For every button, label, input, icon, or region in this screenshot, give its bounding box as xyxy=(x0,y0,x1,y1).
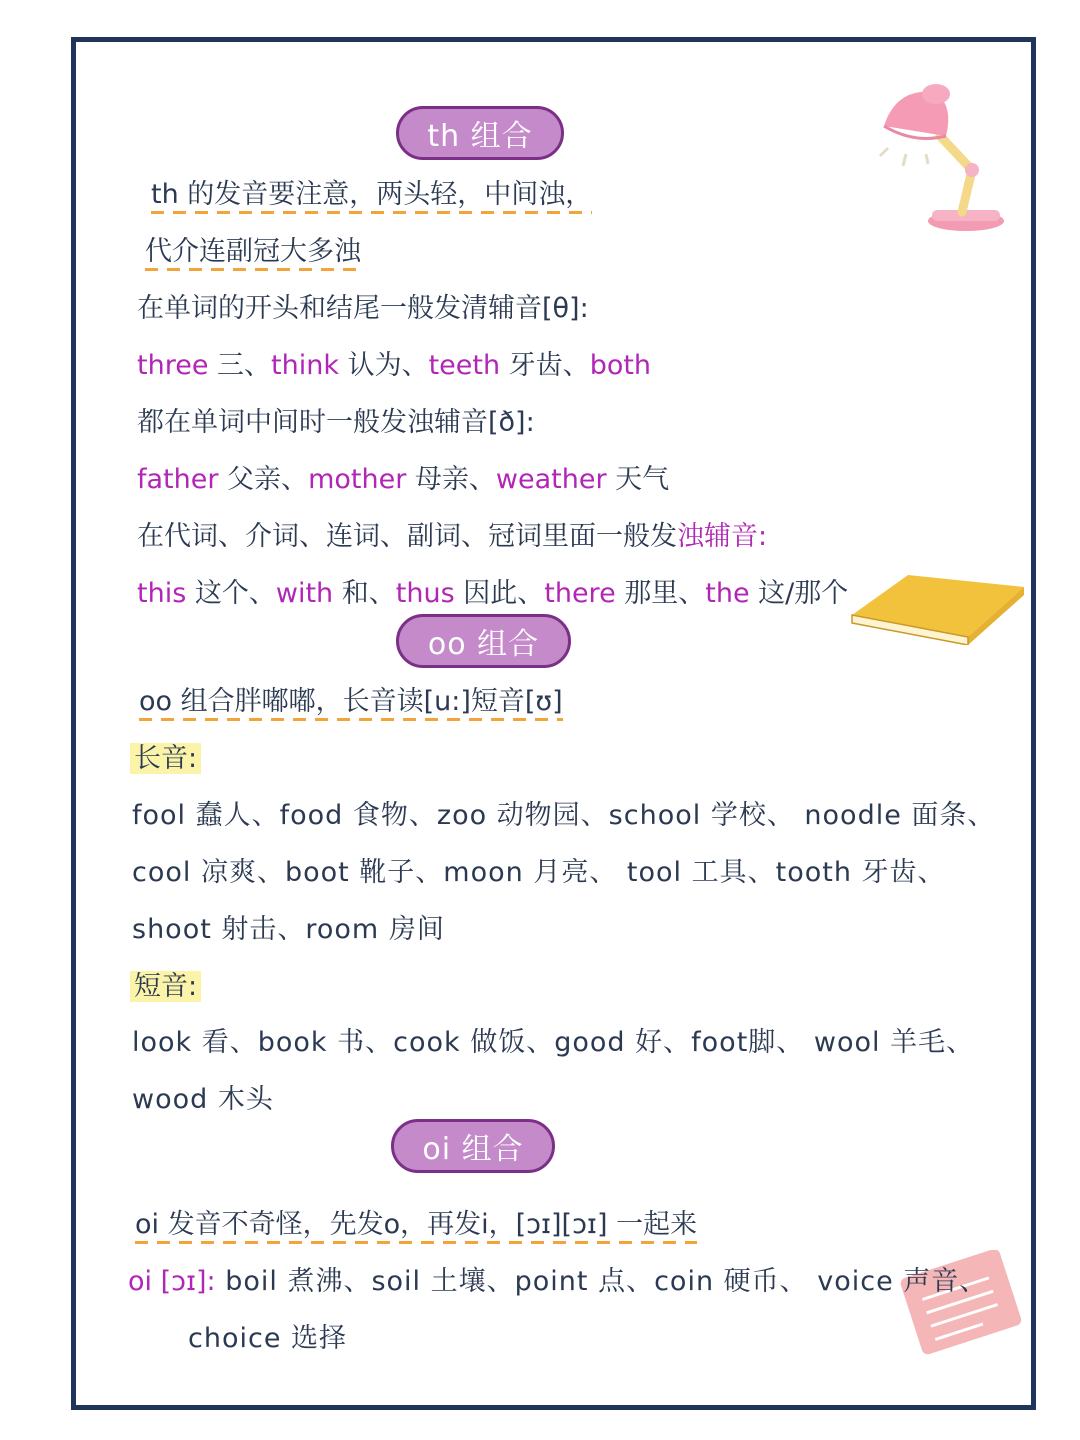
oo-rhyme-line xyxy=(139,683,563,721)
th-voiced-examples xyxy=(137,461,669,499)
oo-long-examples-1: fool 蠢人、food 食物、zoo 动物园、school 学校、 noodle 面条、 xyxy=(132,800,996,831)
example-word: mother xyxy=(308,464,407,495)
oo-long-examples-3: shoot 射击、room 房间 xyxy=(132,914,445,945)
example-word: there xyxy=(544,578,616,609)
example-meaning: 和、 xyxy=(333,578,396,609)
th-rule-function-words xyxy=(137,518,767,556)
example-meaning: 这/那个 xyxy=(749,578,849,609)
oo-long-examples-2: cool 凉爽、boot 靴子、moon 月亮、 tool 工具、tooth 牙齿、 xyxy=(132,857,946,888)
oi-examples-text: boil 煮沸、soil 土壤、point 点、coin 硬币、 voice 声音、 xyxy=(215,1266,988,1297)
th-function-examples xyxy=(137,575,848,613)
book-icon xyxy=(848,575,1028,645)
oo-short-label: 短音: xyxy=(130,971,201,1002)
th-rule-voiced: 都在单词中间时一般发浊辅音[ð]: xyxy=(137,407,535,438)
oo-short-label-line xyxy=(130,968,201,1006)
example-meaning: 这个、 xyxy=(186,578,276,609)
example-meaning: 母亲、 xyxy=(406,464,496,495)
th-unvoiced-examples xyxy=(137,347,651,385)
rule-highlight: 浊辅音: xyxy=(677,521,768,552)
example-word: thus xyxy=(395,578,455,609)
oi-section-badge: oi 组合 xyxy=(391,1119,555,1173)
example-meaning: 父亲、 xyxy=(218,464,309,495)
oo-short-examples-2: wood 木头 xyxy=(132,1084,274,1115)
oo-rhyme: oo 组合胖嘟嘟，长音读[u:]短音[ʊ] xyxy=(139,686,563,721)
example-word: teeth xyxy=(428,350,501,381)
example-word: weather xyxy=(495,464,607,495)
example-meaning: 因此、 xyxy=(454,578,545,609)
example-word: three xyxy=(137,350,209,381)
th-rule-unvoiced: 在单词的开头和结尾一般发清辅音[θ]: xyxy=(137,293,589,324)
oo-short-examples-1: look 看、book 书、cook 做饭、good 好、foot脚、 wool 羊毛、 xyxy=(132,1027,975,1058)
example-meaning: 那里、 xyxy=(615,578,706,609)
example-meaning: 牙齿、 xyxy=(500,350,590,381)
oi-examples-1 xyxy=(128,1263,987,1301)
oo-long-label-line xyxy=(130,740,201,778)
desk-lamp-icon xyxy=(876,78,1006,238)
th-section-badge: th 组合 xyxy=(396,106,564,160)
oi-examples-2: choice 选择 xyxy=(188,1323,348,1354)
oi-rhyme: oi 发音不奇怪，先发o，再发i，[ɔɪ][ɔɪ] 一起来 xyxy=(135,1209,697,1244)
rule-text: 在代词、介词、连词、副词、冠词里面一般发 xyxy=(137,521,677,552)
oi-label: oi [ɔɪ]: xyxy=(128,1266,216,1297)
example-word: both xyxy=(589,350,652,381)
th-rhyme-line-2 xyxy=(145,233,361,271)
example-meaning: 天气 xyxy=(606,464,670,495)
example-word: father xyxy=(137,464,219,495)
oi-rhyme-line xyxy=(135,1206,697,1244)
example-meaning: 认为、 xyxy=(338,350,429,381)
th-rhyme-2: 代介连副冠大多浊 xyxy=(145,236,361,271)
oo-section-badge: oo 组合 xyxy=(396,614,571,668)
th-rhyme-line-1 xyxy=(151,176,592,214)
example-word: the xyxy=(705,578,750,609)
example-word: this xyxy=(137,578,187,609)
example-meaning: 三、 xyxy=(208,350,272,381)
example-word: with xyxy=(275,578,334,609)
oo-long-label: 长音: xyxy=(130,743,201,774)
th-rhyme-1: th 的发音要注意，两头轻，中间浊， xyxy=(151,179,592,214)
example-word: think xyxy=(271,350,339,381)
